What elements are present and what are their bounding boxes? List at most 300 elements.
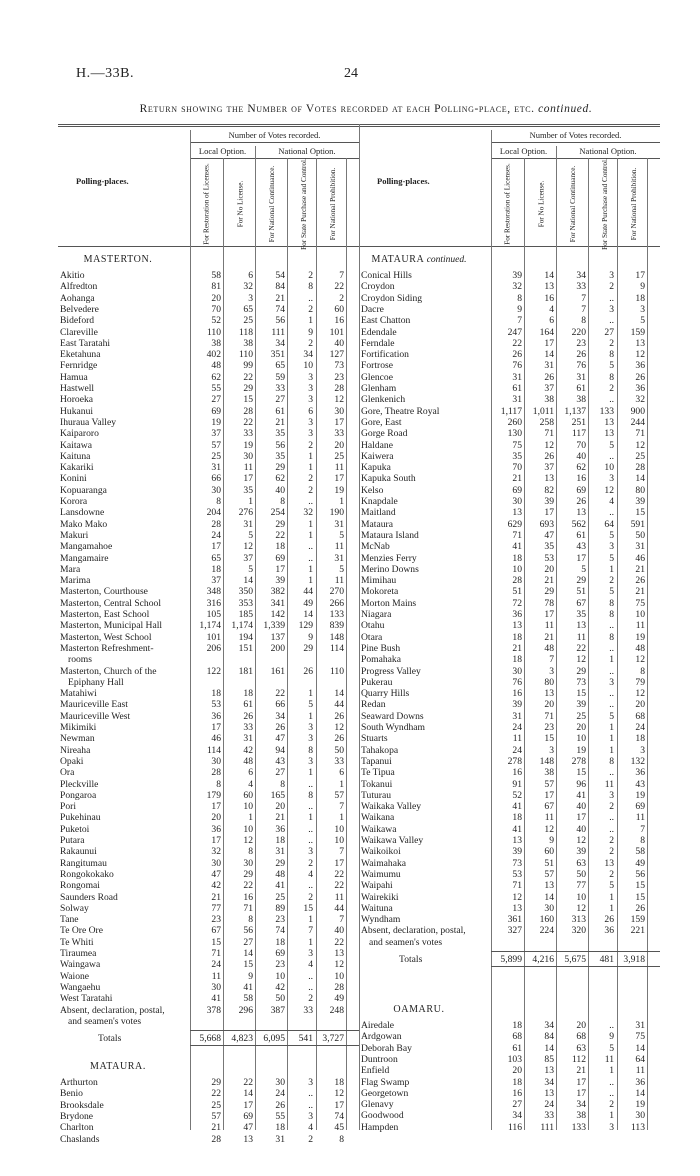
left-row-57-name: Tane (60, 914, 79, 926)
right-row-48-name: Waikana (361, 812, 395, 824)
right-row2-7-value-3: 34 (576, 1099, 586, 1111)
right-row-14-value-4: 13 (604, 428, 614, 440)
right-row-20-value-4: 4 (609, 496, 614, 507)
left-row2-0-value-5: 18 (334, 1077, 344, 1089)
right-row-41-value-2: 15 (544, 733, 554, 745)
left-row-39-value-3: 34 (275, 710, 285, 722)
left-row-41-name: Newman (60, 733, 95, 745)
right-row-26 (359, 564, 660, 575)
right-row-19-value-2: 82 (544, 484, 554, 496)
left-row-18-value-5: 17 (334, 473, 344, 485)
left-row-57-value-2: 8 (248, 914, 253, 926)
right-row-8-value-5: 36 (635, 360, 645, 372)
right-row2-6-value-5: 14 (635, 1087, 645, 1099)
left-row-20 (58, 496, 359, 507)
left-row-63-value-1: 30 (211, 981, 221, 993)
right-row-53-value-2: 57 (544, 868, 554, 880)
right-row-47-name: Waikaka Valley (361, 801, 422, 813)
left-row-43-value-3: 43 (275, 755, 285, 767)
left-row-21-value-2: 276 (238, 507, 253, 519)
right-row-42-value-1: 24 (512, 744, 522, 756)
left-row-55-name: Saunders Road (60, 891, 118, 903)
left-row-44-value-4: 1 (308, 767, 313, 779)
right-row-7-value-3: 26 (576, 349, 586, 361)
right-row-22 (359, 519, 660, 530)
right-row-30-value-1: 36 (512, 609, 522, 620)
left-row-26-value-3: 17 (275, 563, 285, 575)
left-row-44-name: Ora (60, 767, 75, 779)
left-row-23-value-3: 22 (275, 529, 285, 541)
right-row-11-value-1: 31 (512, 394, 522, 406)
left-row-22-value-2: 31 (243, 518, 253, 530)
left-row-31-value-3: 1,339 (263, 620, 285, 632)
left-row-47-value-4: .. (308, 801, 313, 813)
left-group-header: Number of Votes recorded. (228, 130, 321, 140)
right-row-12-name: Gore, Theatre Royal (361, 405, 440, 417)
left-row-63 (58, 982, 359, 993)
left-row-30-value-1: 105 (206, 609, 221, 620)
right-row-47-value-4: 2 (609, 801, 614, 813)
right-local-option-header: Local Option. (499, 146, 548, 156)
left-row-35-value-5: 110 (329, 665, 344, 677)
right-row2-2-value-2: 14 (544, 1042, 554, 1054)
left-row-43-value-4: 3 (308, 755, 313, 767)
right-row-49-value-5: 7 (640, 823, 645, 835)
left-row-41-value-3: 47 (275, 733, 285, 745)
right-row-36-value-4: 3 (609, 676, 614, 688)
left-row-58-value-4: 7 (308, 925, 313, 937)
left-row-8-value-1: 48 (211, 360, 221, 372)
left-totals-value-3: 6,095 (263, 1033, 285, 1045)
right-row-38-value-4: .. (609, 699, 614, 711)
right-row-33-value-4: .. (609, 642, 614, 654)
right-row-21-value-1: 13 (512, 507, 522, 519)
left-row-32-name: Masterton, West School (60, 631, 152, 643)
left-row-0 (58, 270, 359, 281)
left-row-29-value-4: 49 (303, 597, 313, 609)
right-row-38 (359, 699, 660, 710)
right-row-16 (359, 451, 660, 462)
left-row-1-value-5: 22 (334, 281, 344, 293)
left-row-48-value-1: 20 (211, 812, 221, 824)
right-row-32-value-4: 8 (609, 631, 614, 643)
left-row-46-value-1: 179 (206, 789, 221, 801)
right-row-31-value-3: 13 (576, 620, 586, 632)
right-row-40-value-2: 23 (544, 722, 554, 733)
right-col-header-text-1: For Restoration of Licenses. (504, 163, 513, 245)
left-row-15-value-5: 20 (334, 439, 344, 451)
left-row-34-name: rooms (68, 654, 92, 666)
left-row-35-value-2: 181 (238, 665, 253, 677)
left-row-58-value-1: 67 (211, 925, 221, 937)
left-row2-3-value-5: 74 (334, 1111, 344, 1122)
right-row2-2-value-3: 63 (576, 1042, 586, 1054)
right-row-4-name: East Chatton (361, 315, 411, 327)
right-row-45-value-2: 57 (544, 778, 554, 790)
left-row2-1-value-3: 24 (275, 1088, 285, 1100)
right-row-17-value-4: 10 (604, 462, 614, 474)
left-row-5-value-5: 101 (329, 326, 344, 338)
right-row-27-value-3: 29 (576, 575, 586, 587)
right-row-5 (359, 327, 660, 338)
left-row-5-value-3: 111 (271, 326, 285, 338)
right-row-22-name: Mataura (361, 518, 393, 530)
left-row-32-value-3: 137 (270, 631, 285, 643)
right-col-header-1 (493, 164, 523, 244)
left-row-56-name: Solway (60, 902, 89, 914)
left-row-15-value-3: 56 (275, 439, 285, 451)
right-row-11-value-2: 38 (544, 394, 554, 406)
left-col-header-2 (225, 164, 255, 244)
left-row-3-value-3: 74 (275, 303, 285, 315)
right-row2-7-name: Glenavy (361, 1099, 394, 1111)
right-row-1-value-3: 33 (576, 281, 586, 293)
left-row-19-value-5: 19 (334, 484, 344, 496)
right-row2-8-value-3: 38 (576, 1110, 586, 1122)
left-row-25-value-3: 69 (275, 552, 285, 564)
right-row-16-value-1: 35 (512, 450, 522, 462)
right-row-3-value-1: 9 (517, 303, 522, 315)
right-row-23-value-3: 61 (576, 529, 586, 541)
right-row-11 (359, 394, 660, 405)
left-row-46 (58, 790, 359, 801)
document-reference: H.—33B. (76, 66, 134, 81)
left-row-47 (58, 801, 359, 812)
left-row-11-value-1: 27 (211, 394, 221, 406)
right-row-22-value-3: 562 (571, 518, 586, 530)
left-row-7-value-3: 351 (270, 349, 285, 361)
left-row-40-value-5: 12 (334, 722, 344, 733)
left-row-26 (58, 564, 359, 575)
left-row2-2-name: Brooksdale (60, 1099, 104, 1111)
right-row-51-value-5: 58 (635, 846, 645, 858)
left-row-33-value-4: 29 (303, 642, 313, 654)
right-row-33-name: Pine Bush (361, 642, 401, 654)
left-row-29-value-2: 353 (238, 597, 253, 609)
right-row-49-value-3: 40 (576, 823, 586, 835)
left-row-47-name: Pori (60, 801, 76, 813)
left-row2-5 (58, 1134, 359, 1145)
right-row-38-name: Redan (361, 699, 386, 711)
right-row-23-value-4: 5 (609, 529, 614, 541)
right-row2-4-value-4: 1 (609, 1065, 614, 1077)
left-row-49-value-3: 36 (275, 823, 285, 835)
right-row-0-value-5: 17 (635, 270, 645, 281)
right-row-39-value-2: 71 (544, 710, 554, 722)
right-row-29 (359, 598, 660, 609)
left-row-56-value-2: 71 (243, 902, 253, 914)
left-row-37 (58, 688, 359, 699)
left-row-49-value-4: .. (308, 823, 313, 835)
page-header (76, 66, 640, 86)
left-row-4-value-4: 1 (308, 315, 313, 327)
right-row-34-value-1: 18 (512, 654, 522, 666)
left-row-35-value-4: 26 (303, 665, 313, 677)
left-row-49-value-5: 10 (334, 823, 344, 835)
left-row-20-value-5: 1 (339, 496, 344, 507)
right-row-25-value-2: 53 (544, 552, 554, 564)
left-row-56 (58, 903, 359, 914)
right-row-11-name: Glenkenich (361, 394, 406, 406)
right-row-17-value-5: 28 (635, 462, 645, 474)
left-row-30 (58, 609, 359, 620)
left-row-21-value-3: 254 (270, 507, 285, 519)
right-row-40-name: South Wyndham (361, 722, 426, 733)
right-row-28-value-1: 51 (512, 586, 522, 598)
right-row-0-value-1: 39 (512, 270, 522, 281)
left-row-24 (58, 541, 359, 552)
right-row-33-value-1: 21 (512, 642, 522, 654)
right-row-17-value-3: 62 (576, 462, 586, 474)
left-row-50-value-5: 10 (334, 835, 344, 846)
right-row-3-name: Dacre (361, 303, 384, 315)
right-row-12 (359, 406, 660, 417)
right-row-39-name: Seaward Downs (361, 710, 424, 722)
left-row2-0 (58, 1077, 359, 1088)
right-row-9-value-1: 31 (512, 371, 522, 383)
right-row-57-value-1: 361 (507, 914, 522, 926)
left-row-37-value-5: 14 (334, 688, 344, 700)
right-row-30-value-4: 8 (609, 609, 614, 620)
right-row-31-name: Otahu (361, 620, 385, 632)
left-row-58 (58, 925, 359, 936)
left-row-59-value-2: 27 (243, 936, 253, 948)
left-row-19-value-3: 40 (275, 484, 285, 496)
left-row-65-value-2: 296 (238, 1004, 253, 1016)
left-row-40-value-3: 26 (275, 722, 285, 733)
left-row-41-value-5: 26 (334, 733, 344, 745)
right-row-5-value-4: 27 (604, 326, 614, 338)
right-row-56-value-1: 13 (512, 902, 522, 914)
right-row-24-value-3: 43 (576, 541, 586, 553)
left-row-16-value-1: 25 (211, 450, 221, 462)
right-row-50-value-5: 8 (640, 835, 645, 846)
right-col-header-3 (558, 164, 588, 244)
right-row-44-value-3: 15 (576, 767, 586, 779)
left-row-42-value-1: 114 (206, 744, 221, 756)
right-row2-6-value-1: 16 (512, 1087, 522, 1099)
right-row-24-value-5: 31 (635, 541, 645, 553)
left-row-22-value-5: 31 (334, 518, 344, 530)
left-row-54 (58, 880, 359, 891)
right-row-44-value-2: 38 (544, 767, 554, 779)
left-row-11-value-5: 12 (334, 394, 344, 406)
left-row-24-value-3: 18 (275, 541, 285, 553)
left-row-50 (58, 835, 359, 846)
right-row-1-value-1: 32 (512, 281, 522, 293)
right-row-33 (359, 643, 660, 654)
left-row-1-value-1: 81 (211, 281, 221, 293)
right-row-13-value-4: 13 (604, 416, 614, 428)
right-row2-6-value-2: 13 (544, 1087, 554, 1099)
right-row2-5-name: Flag Swamp (361, 1076, 410, 1088)
left-row-9-name: Hamua (60, 371, 88, 383)
left-row-59-value-4: 1 (308, 936, 313, 948)
right-row-26-value-5: 21 (635, 563, 645, 575)
left-row-60-value-3: 69 (275, 948, 285, 959)
left-row2-5-value-1: 28 (211, 1133, 221, 1145)
left-row-63-value-3: 42 (275, 981, 285, 993)
left-row-53-value-1: 47 (211, 868, 221, 880)
left-row-8-name: Fernridge (60, 360, 98, 372)
right-row-20-value-2: 39 (544, 496, 554, 507)
right-row-3-value-4: 3 (609, 303, 614, 315)
right-row-8-name: Fortrose (361, 360, 393, 372)
right-row-12-value-2: 1,011 (532, 405, 554, 417)
left-row-32-value-4: 9 (308, 631, 313, 643)
left-row-6-value-5: 40 (334, 337, 344, 349)
left-row-54-value-1: 42 (211, 880, 221, 892)
left-row-6-value-3: 34 (275, 337, 285, 349)
right-row-28-name: Mokoreta (361, 586, 399, 598)
left-row-55-value-4: 2 (308, 891, 313, 903)
right-row-43-name: Tapanui (361, 755, 392, 767)
right-row-15-value-5: 12 (635, 439, 645, 451)
right-row-4-value-3: 8 (581, 315, 586, 327)
right-row-51-name: Waikoikoi (361, 846, 401, 858)
right-row-51-value-1: 39 (512, 846, 522, 858)
right-row2-3-name: Duntroon (361, 1053, 398, 1065)
left-row-38-value-3: 66 (275, 699, 285, 711)
left-row2-4-value-4: 4 (308, 1122, 313, 1134)
right-row-1-value-2: 13 (544, 281, 554, 293)
right-row-49-value-1: 41 (512, 823, 522, 835)
right-row-5-value-1: 247 (507, 326, 522, 338)
right-row2-4-name: Enfield (361, 1065, 390, 1077)
left-row-52-value-4: 2 (308, 857, 313, 869)
right-row-0-value-4: 3 (609, 270, 614, 281)
left-row2-0-value-2: 22 (243, 1077, 253, 1089)
left-row-52 (58, 858, 359, 869)
right-row-3 (359, 304, 660, 315)
right-row-38-value-5: 20 (635, 699, 645, 711)
left-row-34 (58, 654, 359, 665)
left-row-57-value-4: 1 (308, 914, 313, 926)
right-col-header-text-4: For State Purchase and Control. (601, 158, 610, 250)
right-row-5-value-2: 164 (539, 326, 554, 338)
right-row-42-value-4: 1 (609, 744, 614, 756)
right-row-36-value-3: 73 (576, 676, 586, 688)
left-row-49-value-1: 36 (211, 823, 221, 835)
left-row-17-value-2: 11 (243, 462, 253, 474)
left-row-49 (58, 824, 359, 835)
right-row-46-value-2: 17 (544, 789, 554, 801)
left-row-65-value-3: 387 (270, 1004, 285, 1016)
right-row-19-value-5: 80 (635, 484, 645, 496)
right-row-24-value-2: 35 (544, 541, 554, 553)
left-row-9-value-1: 62 (211, 371, 221, 383)
left-row-3-value-4: 2 (308, 303, 313, 315)
left-row-46-value-5: 57 (334, 789, 344, 801)
right-row-48-value-1: 18 (512, 812, 522, 824)
left-row-60-value-4: 3 (308, 948, 313, 959)
right-row-25-value-4: 5 (609, 552, 614, 564)
right-row-29-value-3: 67 (576, 597, 586, 609)
left-row-59 (58, 937, 359, 948)
left-row-43-value-2: 48 (243, 755, 253, 767)
right-row2-7 (359, 1099, 660, 1110)
left-row2-2 (58, 1100, 359, 1111)
right-row-54 (359, 880, 660, 891)
left-row-39 (58, 711, 359, 722)
right-row-7-name: Fortification (361, 349, 409, 361)
left-row-14-value-2: 33 (243, 428, 253, 440)
right-row-4-value-2: 6 (549, 315, 554, 327)
right-row-14-value-3: 117 (571, 428, 586, 440)
left-row-9-value-2: 22 (243, 371, 253, 383)
right-row-57-value-2: 160 (539, 914, 554, 926)
right-row-46-value-4: 3 (609, 789, 614, 801)
right-row2-9-value-1: 116 (507, 1121, 522, 1133)
right-row-34-value-2: 7 (549, 654, 554, 666)
left-totals-label: Totals (98, 1033, 122, 1045)
right-row-19-value-1: 69 (512, 484, 522, 496)
left-row-16-value-5: 25 (334, 450, 344, 462)
left-row-15-value-4: 2 (308, 439, 313, 451)
left-col-header-text-5: For National Prohibition. (329, 167, 338, 241)
left-row-26-value-2: 5 (248, 563, 253, 575)
right-row-39 (359, 711, 660, 722)
right-row2-1-name: Ardgowan (361, 1031, 402, 1043)
right-row-7-value-5: 12 (635, 349, 645, 361)
right-row-2-value-3: 7 (581, 292, 586, 304)
left-row-51-value-2: 8 (248, 846, 253, 858)
right-row2-5-value-4: .. (609, 1076, 614, 1088)
right-row-9-value-5: 26 (635, 371, 645, 383)
right-row-53-value-5: 56 (635, 868, 645, 880)
left-row-10-value-5: 28 (334, 383, 344, 394)
left-row-6-name: East Taratahi (60, 337, 111, 349)
right-row2-8-value-1: 34 (512, 1110, 522, 1122)
left-row2-4-value-3: 18 (275, 1122, 285, 1134)
left-col-header-5 (318, 164, 348, 244)
left-row-18-value-2: 17 (243, 473, 253, 485)
left-row-49-name: Puketoi (60, 823, 90, 835)
right-row-34-value-5: 12 (635, 654, 645, 666)
right-row-26-value-4: 1 (609, 563, 614, 575)
right-row2-9-value-3: 133 (571, 1121, 586, 1133)
left-row-18-value-3: 62 (275, 473, 285, 485)
right-row-23-value-1: 71 (512, 529, 522, 541)
left-row-21 (58, 507, 359, 518)
right-row-49-name: Waikawa (361, 823, 397, 835)
right-row-6-value-2: 17 (544, 337, 554, 349)
left-row-0-value-1: 58 (211, 270, 221, 281)
right-row-1-name: Croydon (361, 281, 395, 293)
left-row-61-name: Waingawa (60, 959, 101, 971)
left-row-49-value-2: 10 (243, 823, 253, 835)
right-row2-8-value-5: 30 (635, 1110, 645, 1122)
left-row-61-value-2: 15 (243, 959, 253, 971)
left-row-29-value-3: 341 (270, 597, 285, 609)
right-row-55-value-3: 10 (576, 891, 586, 903)
right-row-21 (359, 507, 660, 518)
left-row-14-name: Kaiparoro (60, 428, 99, 440)
right-row-27-value-2: 21 (544, 575, 554, 587)
left-row-13-value-5: 17 (334, 416, 344, 428)
left-row-47-value-5: 7 (339, 801, 344, 813)
left-row-13-name: Ihuraua Valley (60, 416, 117, 428)
left-row-65 (58, 1005, 359, 1016)
left-row-27-value-4: 1 (308, 575, 313, 587)
right-row-15-value-2: 12 (544, 439, 554, 451)
right-row-28-value-2: 29 (544, 586, 554, 598)
left-row-60 (58, 948, 359, 959)
left-row-18 (58, 473, 359, 484)
right-row-47-value-3: 40 (576, 801, 586, 813)
right-row-15-value-1: 75 (512, 439, 522, 451)
left-row-61-value-1: 24 (211, 959, 221, 971)
